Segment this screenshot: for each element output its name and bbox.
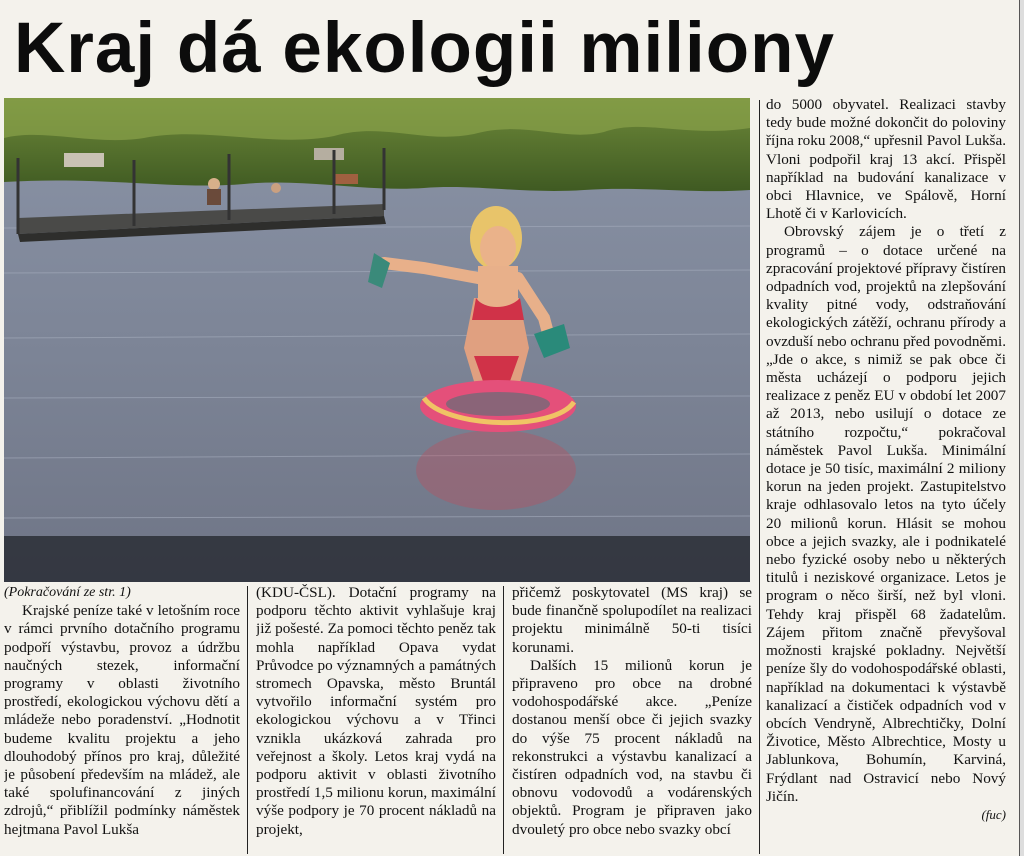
author-signature: (fuc) <box>981 806 1006 822</box>
column-2 <box>256 584 496 856</box>
column-2-paragraph: (KDU-ČSL). Dotační programy na podporu těchto aktivit vyhlašuje kraj již pošesté. Za pomoci těchto peněz tak mohla například Opava vydat Průvodce po významných a památných stromech Opavska, město Bruntál vytvořilo informační systém pro ekologickou výchovu a v Třinci vznikla ukázková zahrada pro veřejnost a školy. Letos kraj vydá na podporu aktivit v oblasti životního prostředí 1,5 milionu korun, maximální výše podpory je 70 procent nákladů na projekt, <box>256 584 496 838</box>
headline: Kraj dá ekologii miliony <box>14 9 835 88</box>
article-photo <box>4 98 750 582</box>
lake-child-swim-ring-photo <box>4 98 750 582</box>
column-1 <box>4 584 240 856</box>
column-4-paragraph-1: do 5000 obyvatel. Realizaci stavby tedy bude možné dokončit do poloviny října roku 2008,“ upřesnil Pavol Lukša. Vloni podpořil kraj 13 akcí. Přispěl například na budování kanalizace v obci Hlavnice, ve Spálově, Horní Lhotě či v Karlovicích. <box>766 96 1006 223</box>
column-4 <box>766 96 1006 856</box>
continuation-note: (Pokračování ze str. 1) <box>4 585 131 600</box>
column-1-paragraph: Krajské peníze také v letošním roce v rámci prvního dotačního programu podpoří výstavbu, provoz a údržbu naučných stezek, informační programy v oblasti životního prostředí, ekologickou výchovu dětí a mládeže nebo poradenství. „Hodnotit budeme kvalitu projektu a jeho dlouhodobý přínos pro kraj, důležité je působení především na mládež, ale také spolufinancování z jiných zdrojů,“ přiblížil podmínky náměstek hejtmana Pavol Lukša <box>4 602 240 838</box>
column-3-paragraph-1: přičemž poskytovatel (MS kraj) se bude finančně spolupodílet na realizaci projektu minimálně 50-ti tisíci korunami. <box>512 584 752 656</box>
column-divider <box>247 586 248 854</box>
column-divider <box>759 100 760 854</box>
page-edge <box>1019 0 1024 856</box>
column-4-paragraph-2: Obrovský zájem je o třetí z programů – o dotace určené na zpracování projektové přípravy čistíren odpadních vod, projektů na zlepšování kvality pitné vody, odstraňování ekologických zátěží, ochranu přírody a ovzduší nebo ochranu před povodněmi. „Jde o akce, s nimiž se pak obce či města ucházejí o podporu jejich realizace z peněz EU v období let 2007 až 2013, nebo usilují o dotace ze státního rozpočtu,“ pokračoval náměstek Pavol Lukša. Minimální dotace je 50 tisíc, maximální 2 miliony korun na jeden projekt. Zastupitelstvo kraje odhlasovalo letos na tyto účely 20 milionů korun. Hlásit se mohou obce a jejich svazky, ale i podnikatelé nebo fyzické osoby nebo u některých titulů i neziskové organizace. Letos je program o něco širší, než byl vloni. Tehdy kraj přispěl 68 žadatelům. Zájem přitom značně převyšoval možnosti krajské pokladny. Největší peníze šly do vodohospodářské oblasti, například na dokumentaci k výstavbě kanalizací a čističek odpadních vod v obcích Vendryně, Albrechtičky, Dolní Životice, Město Albrechtice, Mosty u Jablunkova, Bohumín, Karviná, Frýdlant nad Ostravicí nebo Nový Jičín. <box>766 223 1006 805</box>
column-3-paragraph-2: Dalších 15 milionů korun je připraveno pro obce na drobné vodohospodářské akce. „Peníze dostanou menší obce či jejich svazky do výše 75 procent nákladů na rekonstrukci a výstavbu kanalizací a čistíren odpadních vod, na stavbu či obnovu vodovodů a vodárenských objektů. Program je připraven jako dvouletý pro obce nebo svazky obcí <box>512 656 752 838</box>
column-3 <box>512 584 752 856</box>
column-divider <box>503 586 504 854</box>
